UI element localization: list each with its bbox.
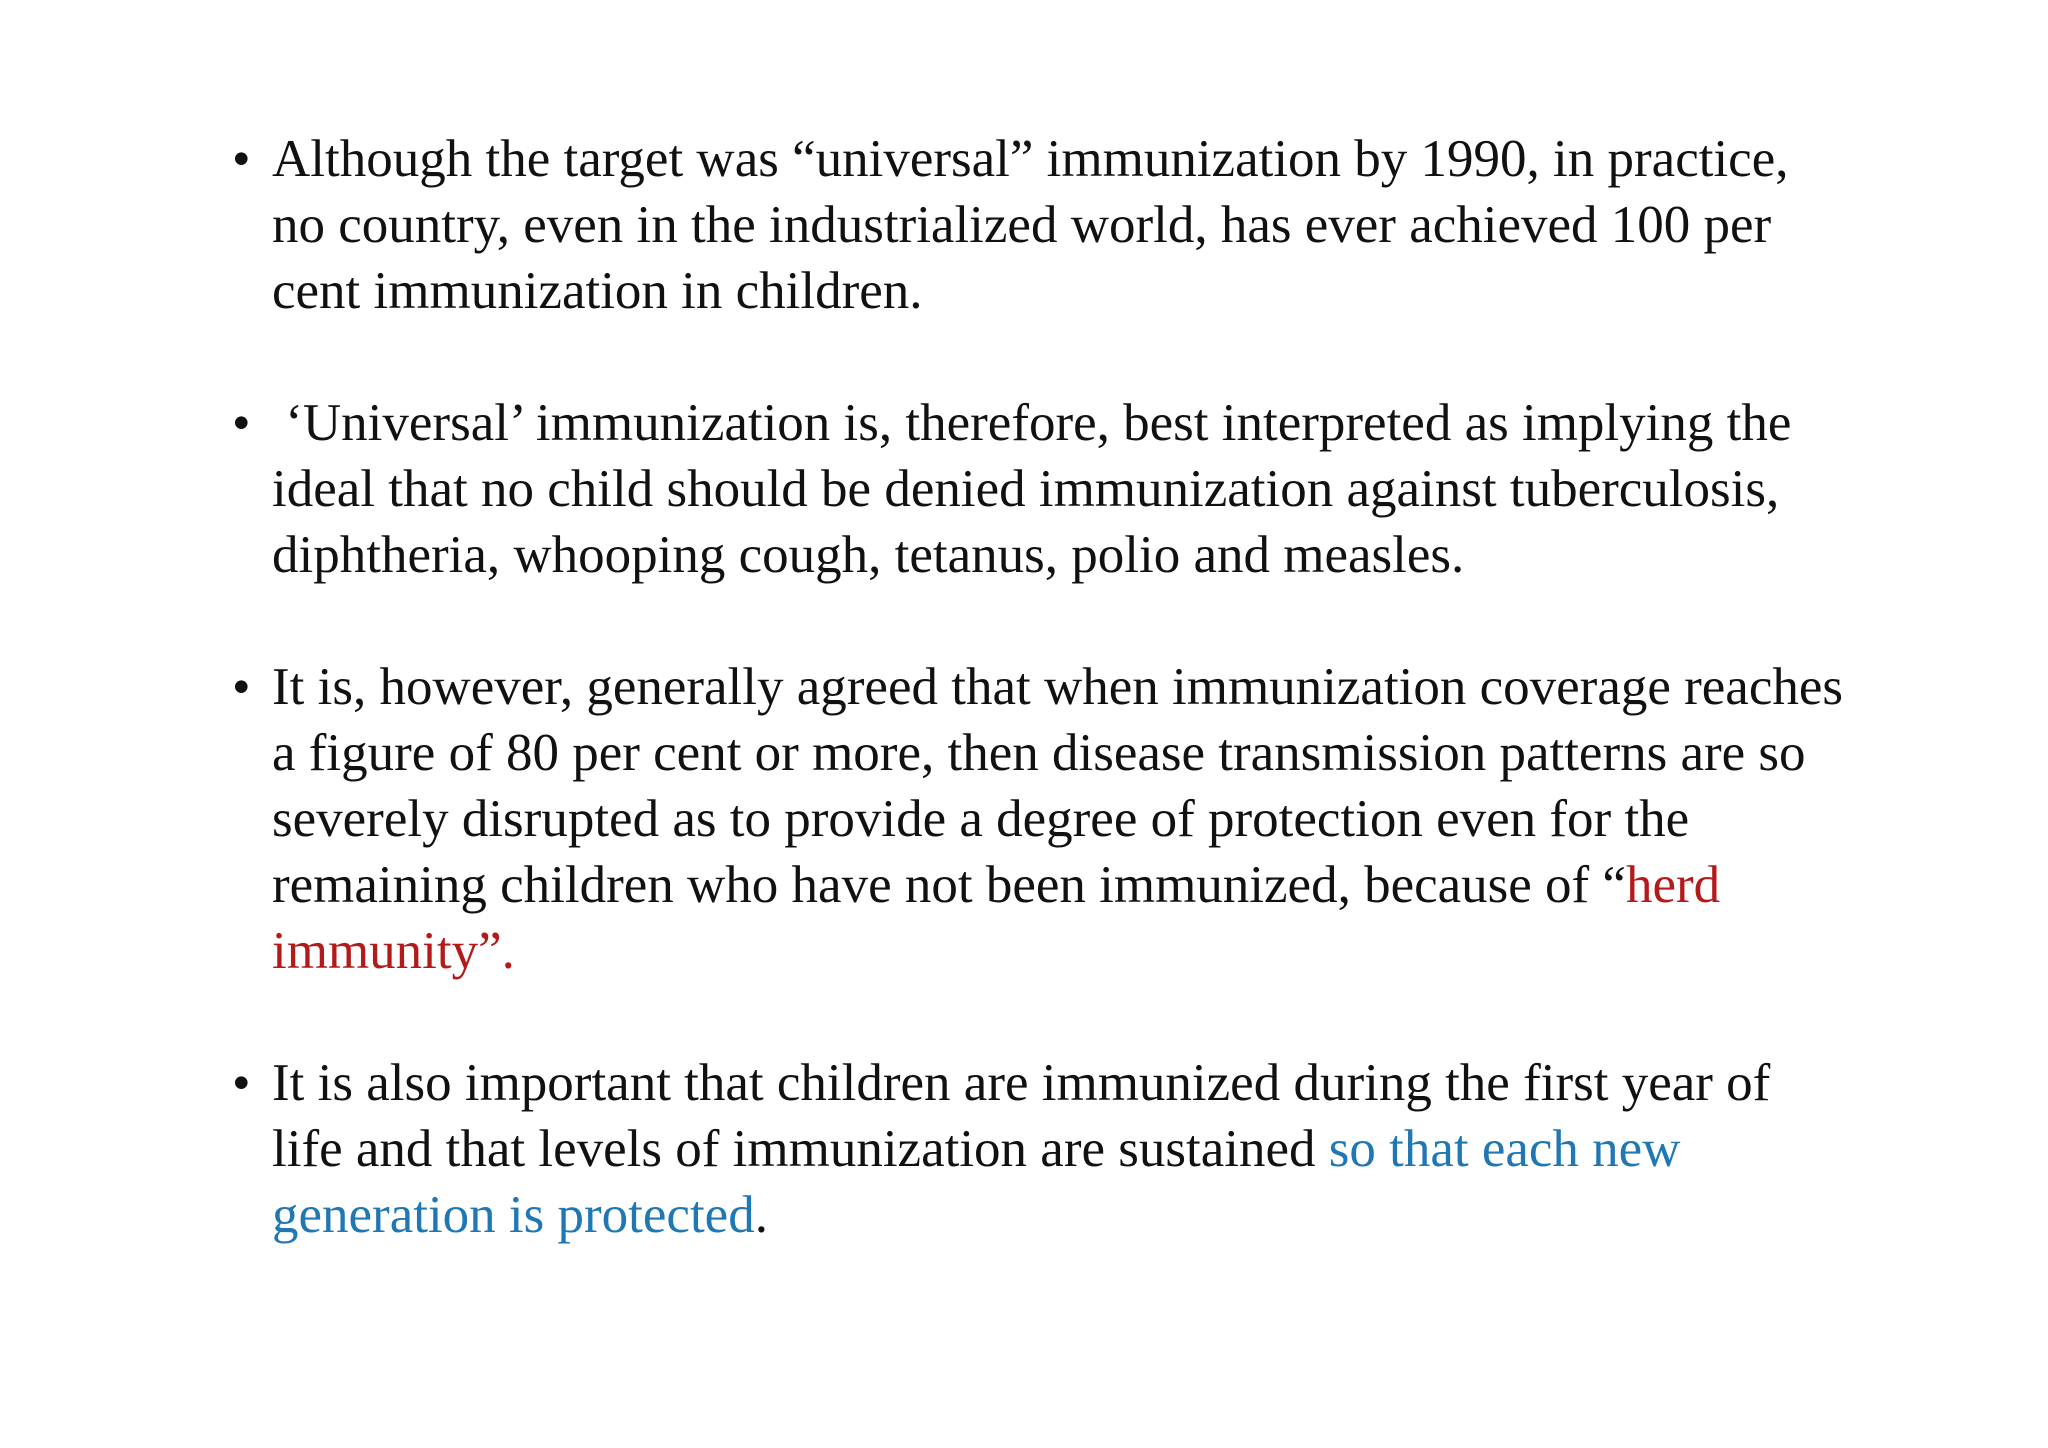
bullet-icon: • xyxy=(232,394,251,452)
bullet-list xyxy=(232,126,1852,1248)
bullet-text: ‘Universal’ immunization is, therefore, best interpreted as implying the ideal that no child should be denied immunization against tuberculosis, diphtheria, whooping cough, tetanus, polio and measles. xyxy=(272,394,1805,584)
bullet-item-2 xyxy=(232,390,1852,588)
herd-immunity-highlight: herd immunity”. xyxy=(272,856,1721,980)
bullet-text: It is also important that children are immunized during the first year of life and that levels of immunization are sustained xyxy=(272,1054,1771,1178)
bullet-icon: • xyxy=(232,658,251,716)
generation-protected-highlight: so that each new generation is protected xyxy=(272,1120,1681,1244)
bullet-item-4 xyxy=(232,1050,1852,1248)
bullet-text: It is, however, generally agreed that when immunization coverage reaches a figure of 80 per cent or more, then disease transmission patterns are so severely disrupted as to provide a degree of protection even for the remaining children who have not been immunized, because of “ xyxy=(272,658,1844,914)
bullet-text-end: . xyxy=(754,1186,768,1244)
bullet-item-3 xyxy=(232,654,1852,984)
bullet-icon: • xyxy=(232,130,251,188)
bullet-icon: • xyxy=(232,1054,251,1112)
bullet-text: Although the target was “universal” immunization by 1990, in practice, no country, even in the industrialized world, has ever achieved 100 per cent immunization in children. xyxy=(272,130,1789,320)
bullet-item-1 xyxy=(232,126,1852,324)
